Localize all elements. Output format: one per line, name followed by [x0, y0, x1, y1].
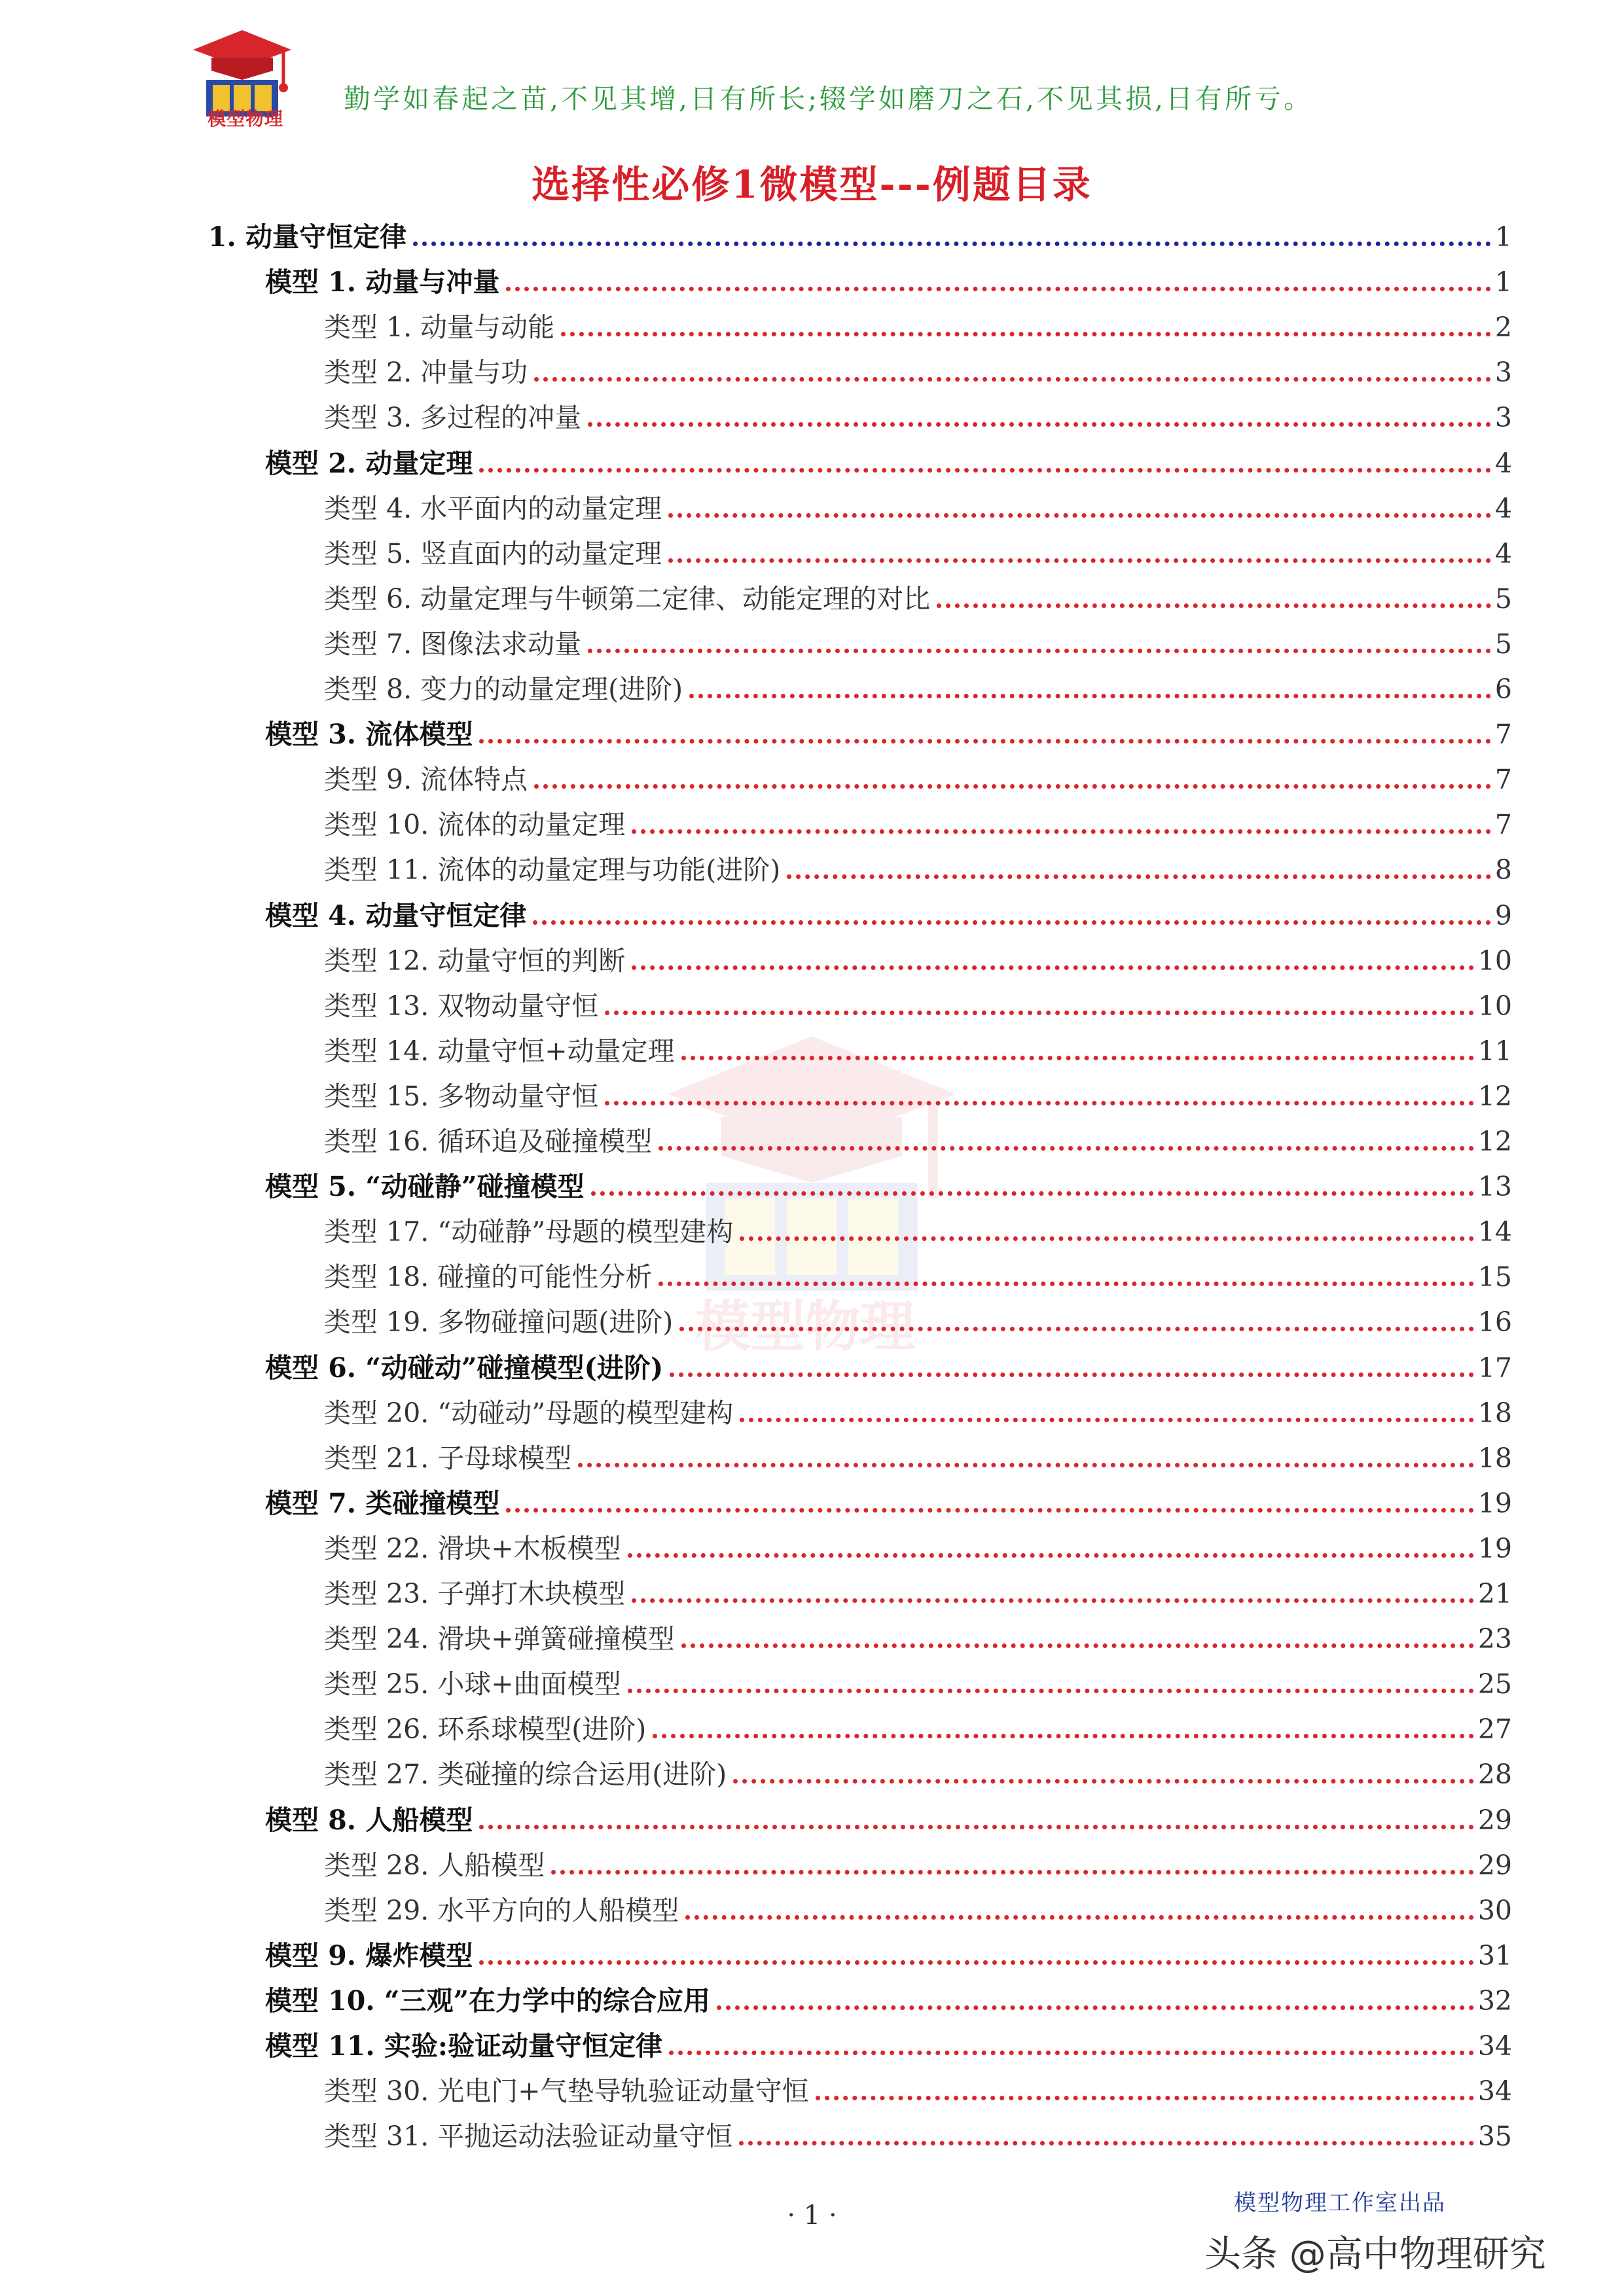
toc-dot-leader: [740, 1236, 1474, 1241]
toc-entry[interactable]: [265, 892, 1512, 931]
toc-dot-leader: [578, 1463, 1474, 1467]
toc-entry-label: 类型 2. 冲量与功: [324, 357, 528, 389]
toc-dot-leader: [551, 1870, 1474, 1874]
source-credit: 头条 @高中物理研究: [1204, 2233, 1546, 2276]
toc-entry[interactable]: [324, 1751, 1512, 1790]
toc-dot-leader: [685, 1915, 1474, 1920]
toc-entry-page: 10: [1477, 944, 1512, 977]
toc-entry-label: 类型 18. 碰撞的可能性分析: [324, 1261, 653, 1293]
toc-entry-label: 模型 5. “动碰静”碰撞模型: [265, 1171, 585, 1203]
toc-entry[interactable]: [324, 485, 1512, 524]
toc-entry[interactable]: [324, 1570, 1512, 1609]
toc-entry[interactable]: [324, 1208, 1512, 1247]
toc-entry[interactable]: [324, 1073, 1512, 1112]
page-number: · 1 ·: [787, 2200, 837, 2231]
toc-dot-leader: [588, 422, 1491, 427]
toc-entry-label: 模型 2. 动量定理: [265, 447, 473, 479]
toc-entry-label: 模型 11. 实验:验证动量守恒定律: [265, 2030, 663, 2062]
motto: 勤学如春起之苗,不见其增,日有所长;辍学如磨刀之石,不见其损,日有所亏。: [344, 83, 1313, 115]
toc-entry-page: 9: [1494, 899, 1512, 931]
toc-dot-leader: [937, 603, 1491, 608]
toc-entry-label: 类型 12. 动量守恒的判断: [324, 944, 626, 977]
toc-entry-page: 7: [1494, 719, 1512, 751]
toc-entry-page: 29: [1477, 1804, 1512, 1836]
toc-entry-label: 类型 30. 光电门+气垫导轨验证动量守恒: [324, 2075, 809, 2108]
toc-entry-page: 2: [1494, 312, 1512, 344]
toc-entry-label: 类型 10. 流体的动量定理: [324, 809, 626, 841]
toc-entry-label: 类型 8. 变力的动量定理(进阶): [324, 673, 683, 705]
toc-dot-leader: [653, 1734, 1474, 1738]
toc-entry-page: 10: [1477, 990, 1512, 1022]
toc-entry-label: 类型 5. 竖直面内的动量定理: [324, 537, 662, 569]
toc-entry-label: 模型 4. 动量守恒定律: [265, 899, 527, 931]
toc-dot-leader: [534, 377, 1491, 382]
toc-entry-label: 类型 24. 滑块+弹簧碰撞模型: [324, 1623, 675, 1655]
toc-entry-page: 18: [1477, 1442, 1512, 1474]
toc-entry[interactable]: [324, 530, 1512, 569]
toc-entry-page: 29: [1477, 1849, 1512, 1881]
toc-entry-page: 28: [1477, 1759, 1512, 1791]
toc-entry-label: 类型 6. 动量定理与牛顿第二定律、动能定理的对比: [324, 583, 931, 615]
toc-entry[interactable]: [324, 1660, 1512, 1700]
toc-entry[interactable]: [265, 1480, 1512, 1519]
toc-entry-page: 18: [1477, 1397, 1512, 1429]
toc-dot-leader: [681, 1643, 1474, 1648]
toc-dot-leader: [506, 287, 1491, 291]
toc-entry-page: 23: [1477, 1623, 1512, 1655]
toc-entry-label: 类型 23. 子弹打木块模型: [324, 1578, 626, 1609]
toc-entry[interactable]: [265, 1797, 1512, 1836]
toc-dot-leader: [668, 513, 1491, 518]
toc-entry-label: 类型 17. “动碰静”母题的模型建构: [324, 1216, 734, 1248]
toc-dot-leader: [670, 1372, 1474, 1377]
toc-entry-label: 类型 1. 动量与动能: [324, 312, 555, 344]
toc-entry-page: 30: [1477, 1894, 1512, 1926]
toc-entry[interactable]: [324, 575, 1512, 615]
toc-entry-label: 类型 7. 图像法求动量: [324, 628, 582, 660]
logo-text: 模型物理: [207, 108, 283, 130]
toc-entry-page: 3: [1494, 357, 1512, 389]
toc-entry[interactable]: [265, 440, 1512, 479]
toc-entry[interactable]: [265, 1932, 1512, 1971]
toc-dot-leader: [591, 1191, 1474, 1196]
toc-entry-label: 类型 27. 类碰撞的综合运用(进阶): [324, 1759, 727, 1791]
toc-entry-label: 类型 11. 流体的动量定理与功能(进阶): [324, 854, 781, 886]
page-title: 选择性必修1微模型---例题目录: [532, 162, 1092, 207]
toc-entry-label: 类型 13. 双物动量守恒: [324, 990, 599, 1022]
toc-dot-leader: [668, 558, 1491, 563]
toc-entry[interactable]: [324, 1028, 1512, 1067]
toc-entry-page: 5: [1494, 628, 1512, 660]
toc-entry-label: 类型 4. 水平面内的动量定理: [324, 492, 662, 524]
toc-dot-leader: [413, 242, 1491, 246]
toc-dot-leader: [479, 1960, 1473, 1965]
toc-entry-page: 6: [1494, 673, 1512, 705]
toc-entry-label: 模型 7. 类碰撞模型: [265, 1487, 500, 1519]
toc-entry-page: 14: [1477, 1216, 1512, 1248]
toc-entry[interactable]: [324, 1887, 1512, 1926]
toc-dot-leader: [739, 2141, 1474, 2145]
toc-entry-page: 12: [1477, 1126, 1512, 1157]
toc-entry-label: 类型 26. 环系球模型(进阶): [324, 1713, 647, 1746]
toc-entry-page: 7: [1494, 764, 1512, 796]
toc-entry-page: 34: [1477, 2030, 1512, 2062]
toc-dot-leader: [479, 1825, 1473, 1829]
toc-entry-label: 模型 1. 动量与冲量: [265, 266, 500, 298]
toc-entry[interactable]: [324, 2113, 1512, 2152]
toc-entry[interactable]: [265, 1344, 1512, 1384]
toc-dot-leader: [588, 649, 1491, 653]
toc-entry-page: 15: [1477, 1261, 1512, 1293]
toc-entry[interactable]: [324, 937, 1512, 977]
toc-entry[interactable]: [324, 1525, 1512, 1564]
toc-entry-label: 类型 14. 动量守恒+动量定理: [324, 1035, 675, 1067]
toc-dot-leader: [717, 2005, 1474, 2010]
toc-dot-leader: [506, 1508, 1473, 1513]
toc-entry-label: 类型 31. 平抛运动法验证动量守恒: [324, 2121, 733, 2153]
toc-dot-leader: [679, 1327, 1474, 1331]
toc-entry-page: 31: [1477, 1939, 1512, 1971]
toc-entry[interactable]: [324, 349, 1512, 388]
toc-entry[interactable]: [324, 756, 1512, 795]
toc-entry-label: 模型 8. 人船模型: [265, 1804, 473, 1836]
toc-entry-page: 8: [1494, 854, 1512, 886]
toc-entry-page: 35: [1477, 2121, 1512, 2153]
toc-dot-leader: [659, 1146, 1474, 1151]
toc-entry[interactable]: [265, 711, 1512, 750]
toc-dot-leader: [561, 332, 1491, 336]
toc-dot-leader: [632, 965, 1474, 970]
toc-entry-page: 17: [1477, 1352, 1512, 1384]
toc-dot-leader: [605, 1011, 1474, 1015]
toc-entry-label: 类型 25. 小球+曲面模型: [324, 1668, 621, 1700]
toc-entry[interactable]: [324, 1253, 1512, 1293]
toc-dot-leader: [479, 739, 1491, 744]
toc-entry-label: 类型 15. 多物动量守恒: [324, 1080, 599, 1112]
toc-dot-leader: [479, 468, 1491, 473]
toc-dot-leader: [534, 784, 1491, 789]
toc-entry-page: 1: [1494, 266, 1512, 298]
toc-entry-label: 类型 19. 多物碰撞问题(进阶): [324, 1306, 674, 1338]
toc-entry-page: 19: [1477, 1532, 1512, 1564]
toc-entry[interactable]: [324, 801, 1512, 840]
toc-entry-label: 模型 6. “动碰动”碰撞模型(进阶): [265, 1352, 664, 1384]
toc-entry[interactable]: [324, 666, 1512, 705]
toc-entry-page: 19: [1477, 1487, 1512, 1519]
toc-dot-leader: [628, 1689, 1474, 1693]
toc-entry-page: 32: [1477, 1984, 1512, 2017]
toc-entry-page: 21: [1477, 1578, 1512, 1609]
toc-dot-leader: [659, 1282, 1474, 1286]
toc-entry[interactable]: [265, 1163, 1512, 1202]
toc-dot-leader: [605, 1101, 1474, 1105]
toc-entry-page: 7: [1494, 809, 1512, 841]
toc-entry-page: 34: [1477, 2075, 1512, 2108]
toc-entry[interactable]: [265, 1977, 1512, 2017]
toc-dot-leader: [669, 2051, 1474, 2055]
toc-entry-page: 4: [1494, 537, 1512, 569]
toc-entry[interactable]: [324, 304, 1512, 343]
toc-entry[interactable]: [324, 1615, 1512, 1655]
toc-entry[interactable]: [324, 846, 1512, 886]
toc-entry-label: 类型 28. 人船模型: [324, 1849, 545, 1881]
toc-entry[interactable]: [208, 213, 1512, 253]
toc-entry-label: 类型 3. 多过程的冲量: [324, 402, 582, 434]
toc-entry[interactable]: [324, 1435, 1512, 1474]
toc-entry[interactable]: [265, 259, 1512, 298]
toc-entry[interactable]: [324, 1842, 1512, 1881]
toc-entry-label: 1. 动量守恒定律: [208, 221, 407, 253]
toc-dot-leader: [689, 694, 1491, 698]
toc-entry-page: 13: [1477, 1171, 1512, 1203]
toc-entry[interactable]: [324, 620, 1512, 660]
toc-entry[interactable]: [324, 394, 1512, 433]
toc-entry-label: 类型 20. “动碰动”母题的模型建构: [324, 1397, 734, 1429]
toc-dot-leader: [733, 1779, 1474, 1784]
toc-entry-label: 模型 3. 流体模型: [265, 719, 473, 751]
toc-entry[interactable]: [324, 982, 1512, 1022]
toc-entry-page: 12: [1477, 1080, 1512, 1112]
toc-entry-page: 11: [1477, 1035, 1512, 1067]
toc-entry-page: 4: [1494, 492, 1512, 524]
toc-entry-label: 模型 10. “三观”在力学中的综合应用: [265, 1984, 711, 2017]
toc-entry-page: 3: [1494, 402, 1512, 434]
toc-entry[interactable]: [324, 1299, 1512, 1338]
watermark-text: 模型物理: [695, 1295, 915, 1359]
toc-entry[interactable]: [324, 2068, 1512, 2107]
toc-dot-leader: [681, 1056, 1474, 1060]
toc-entry-page: 5: [1494, 583, 1512, 615]
toc-entry-label: 类型 9. 流体特点: [324, 764, 528, 796]
toc-entry-label: 类型 16. 循环追及碰撞模型: [324, 1126, 653, 1157]
toc-entry[interactable]: [324, 1706, 1512, 1745]
toc-entry-label: 模型 9. 爆炸模型: [265, 1939, 473, 1971]
toc-dot-leader: [533, 920, 1491, 925]
toc-entry[interactable]: [324, 1390, 1512, 1429]
toc-entry[interactable]: [324, 1118, 1512, 1157]
toc-entry[interactable]: [265, 2022, 1512, 2062]
studio-credit: 模型物理工作室出品: [1234, 2190, 1446, 2216]
toc-entry-label: 类型 21. 子母球模型: [324, 1442, 572, 1474]
toc-entry-label: 类型 22. 滑块+木板模型: [324, 1532, 621, 1564]
toc-entry-page: 27: [1477, 1713, 1512, 1746]
toc-entry-page: 16: [1477, 1306, 1512, 1338]
toc-dot-leader: [816, 2096, 1474, 2100]
toc-dot-leader: [628, 1553, 1474, 1558]
toc-dot-leader: [632, 829, 1491, 834]
toc-entry-page: 1: [1494, 221, 1512, 253]
toc-dot-leader: [740, 1418, 1474, 1422]
toc-dot-leader: [787, 874, 1491, 879]
toc-entry-label: 类型 29. 水平方向的人船模型: [324, 1894, 679, 1926]
toc-entry-page: 25: [1477, 1668, 1512, 1700]
toc-entry-page: 4: [1494, 447, 1512, 479]
toc-dot-leader: [632, 1598, 1474, 1603]
